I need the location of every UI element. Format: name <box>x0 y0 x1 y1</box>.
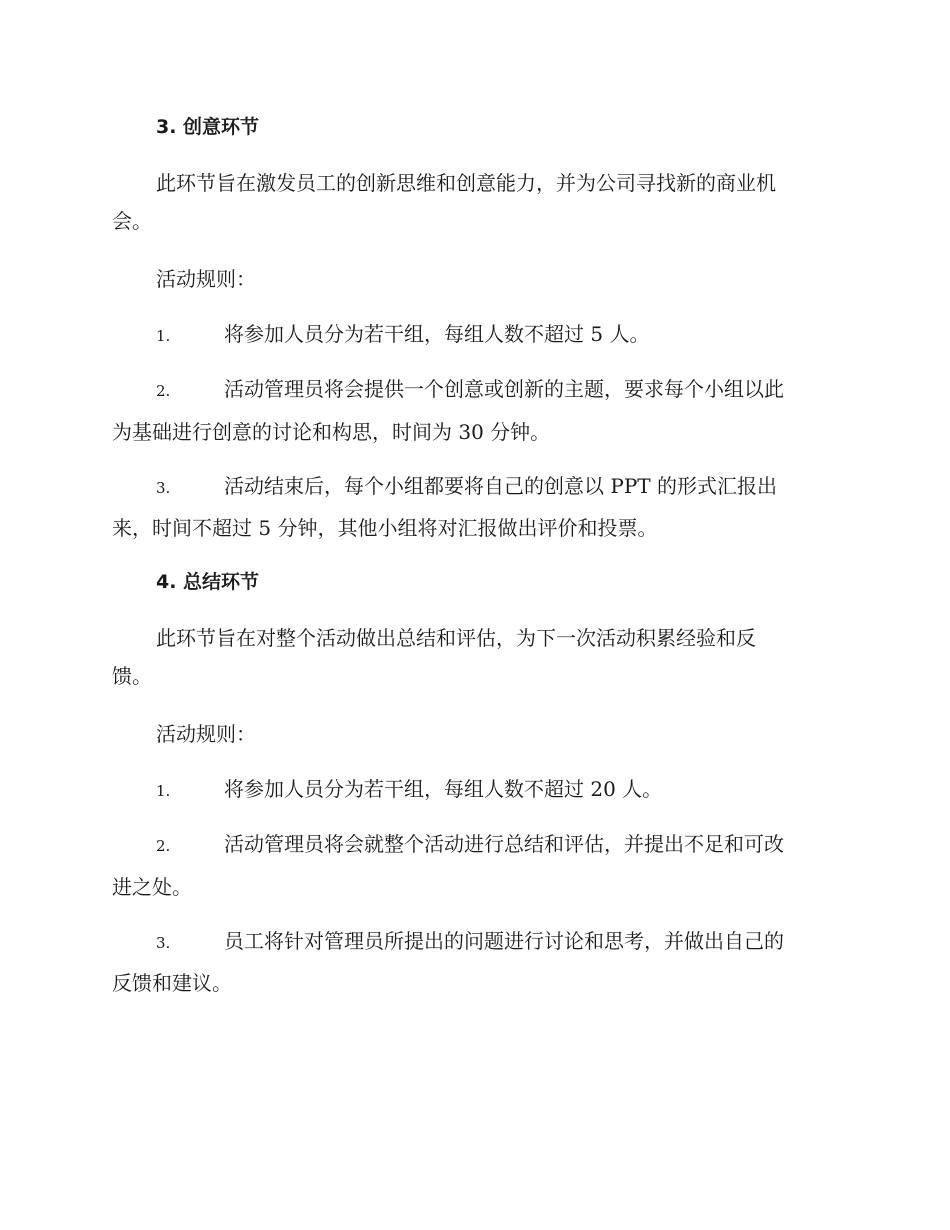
list-item <box>156 368 842 412</box>
list-item <box>156 768 842 812</box>
section-heading-3: 3. 创意环节 <box>156 116 260 138</box>
list-item <box>156 920 842 964</box>
list-item <box>156 465 842 509</box>
section-intro-3: 此环节旨在激发员工的创新思维和创意能力，并为公司寻找新的商业机 <box>156 171 776 195</box>
list-item-text: 将参加人员分为若干组，每组人数不超过 5 人。 <box>224 322 650 346</box>
list-item <box>156 823 842 867</box>
list-item-text-cont: 为基础进行创意的讨论和构思，时间为 30 分钟。 <box>112 420 551 444</box>
list-item-text-cont: 进之处。 <box>112 875 192 899</box>
list-item-text: 活动管理员将会就整个活动进行总结和评估，并提出不足和可改 <box>224 832 784 856</box>
rules-label-3: 活动规则： <box>156 267 256 291</box>
list-item-text: 员工将针对管理员所提出的问题进行讨论和思考，并做出自己的 <box>224 929 784 953</box>
list-item-number: 2. <box>156 382 171 400</box>
list-item-number: 3. <box>156 934 171 952</box>
section-intro-4-cont: 馈。 <box>112 664 152 688</box>
list-item-number: 2. <box>156 837 171 855</box>
list-item-number: 3. <box>156 479 171 497</box>
list-item-number: 1. <box>156 782 171 800</box>
list-item-text: 将参加人员分为若干组，每组人数不超过 20 人。 <box>224 777 663 801</box>
section-intro-4: 此环节旨在对整个活动做出总结和评估，为下一次活动积累经验和反 <box>156 626 756 650</box>
list-item-text: 活动管理员将会提供一个创意或创新的主题，要求每个小组以此 <box>224 377 784 401</box>
section-heading-4: 4. 总结环节 <box>156 571 260 593</box>
rules-label-4: 活动规则： <box>156 722 256 746</box>
list-item-text-cont: 来，时间不超过 5 分钟，其他小组将对汇报做出评价和投票。 <box>112 516 658 540</box>
list-item-number: 1. <box>156 327 171 345</box>
list-item <box>156 313 842 357</box>
section-intro-3-cont: 会。 <box>112 209 152 233</box>
list-item-text-cont: 反馈和建议。 <box>112 971 232 995</box>
list-item-text: 活动结束后，每个小组都要将自己的创意以 PPT 的形式汇报出 <box>224 474 777 498</box>
